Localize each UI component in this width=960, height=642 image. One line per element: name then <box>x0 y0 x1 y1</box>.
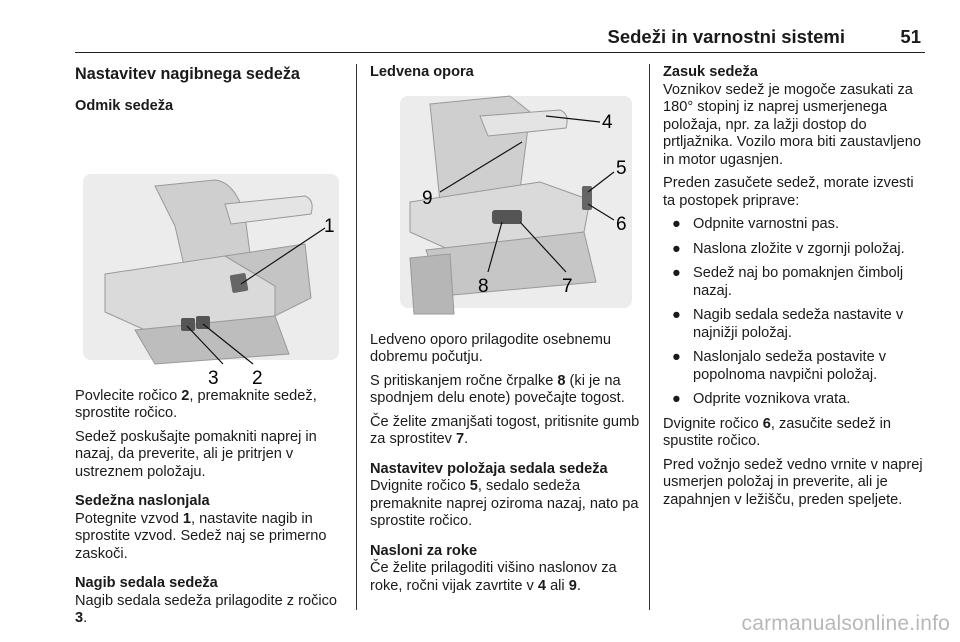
callout-5: 5 <box>616 157 627 179</box>
paragraph: Nagib sedala sedeža prilagodite z ročico 3. <box>75 592 338 626</box>
column-2 <box>370 64 640 601</box>
list-item: ● Odprite voznikova vrata. <box>672 391 851 407</box>
bullet-icon: ● <box>672 349 681 365</box>
paragraph: Voznikov sedež je mogoče zasukati za 180° stopinj iz naprej usmerjenega položaja, npr. za lažji dostop do prtljažnika. Vozilo mora biti zaustavljeno in motor ugasnjen. <box>663 81 921 168</box>
callout-6: 6 <box>616 213 627 235</box>
callout-2: 2 <box>252 367 263 389</box>
callout-8: 8 <box>478 275 489 297</box>
paragraph: Sedež poskušajte pomakniti naprej in nazaj, da preverite, ali je pritrjen v ustreznem položaju. <box>75 428 317 480</box>
list-item: ● Naslonjalo sedeža postavite v popolnoma navpični položaj. <box>672 349 887 383</box>
paragraph: Ledveno oporo prilagodite osebnemu dobremu počutju. <box>370 331 611 365</box>
paragraph: Dvignite ročico 5, sedalo sedeža premaknite naprej oziroma nazaj, nato pa sprostite ročico. <box>370 478 639 529</box>
list-item: ● Nagib sedala sedeža nastavite v najnižji položaj. <box>672 307 904 341</box>
bullet-icon: ● <box>672 307 681 323</box>
subheading-seat-position: Nastavitev položaja sedala sedeža <box>370 460 608 477</box>
preparation-list <box>663 216 928 409</box>
subheading-backrest: Sedežna naslonjala <box>75 493 210 509</box>
paragraph: Če želite zmanjšati togost, pritisnite gumb za sprostitev 7. <box>370 413 640 447</box>
subheading-seat-rotation: Zasuk sedeža <box>663 64 758 80</box>
callout-4: 4 <box>602 111 613 133</box>
section-title: Sedeži in varnostni sistemi <box>607 26 845 47</box>
list-item: ● Odpnite varnostni pas. <box>672 216 840 232</box>
column-divider <box>356 64 357 610</box>
column-3 <box>663 64 928 515</box>
subheading-cushion-tilt: Nagib sedala sedeža <box>75 575 218 591</box>
paragraph: Preden zasučete sedež, morate izvesti ta postopek priprave: <box>663 175 914 209</box>
paragraph: Dvignite ročico 6, zasučite sedež in spustite ročico. <box>663 415 891 449</box>
seat-offset-figure <box>75 116 347 389</box>
column-divider <box>649 64 650 610</box>
callout-3: 3 <box>208 367 219 389</box>
subheading-seat-offset: Odmik sedeža <box>75 98 174 114</box>
subheading-armrests: Nasloni za roke <box>370 542 478 559</box>
list-item: ● Sedež naj bo pomaknjen čimbolj nazaj. <box>672 265 904 299</box>
callout-7: 7 <box>562 275 573 297</box>
paragraph: Če želite prilagoditi višino naslonov za roke, ročni vijak zavrtite v 4 ali 9. <box>370 560 617 594</box>
page-header <box>75 24 925 53</box>
bullet-icon: ● <box>672 265 681 281</box>
list-item: ● Naslona zložite v zgornji položaj. <box>672 240 905 257</box>
subheading-lumbar: Ledvena opora <box>370 64 474 80</box>
paragraph: S pritiskanjem ročne črpalke 8 (ki je na spodnjem delu enote) povečajte togost. <box>370 372 625 406</box>
column-1 <box>75 64 347 634</box>
paragraph: Povlecite ročico 2, premaknite sedež, sprostite ročico. <box>75 387 317 421</box>
page-number: 51 <box>900 26 921 47</box>
lumbar-support-figure <box>370 82 640 314</box>
callout-9: 9 <box>422 187 433 209</box>
page-heading: Nastavitev nagibnega sedeža <box>75 65 300 83</box>
bullet-icon: ● <box>672 216 681 232</box>
paragraph: Pred vožnjo sedež vedno vrnite v naprej usmerjen položaj in preverite, ali je zapahnjen v ležišču, preden speljete. <box>663 456 923 508</box>
callout-1: 1 <box>324 215 335 237</box>
paragraph: Potegnite vzvod 1, nastavite nagib in sprostite vzvod. Sedež naj se primerno zaskoči. <box>75 510 327 562</box>
bullet-icon: ● <box>672 391 681 407</box>
bullet-icon: ● <box>672 240 681 257</box>
watermark: carmanualsonline.info <box>741 612 950 635</box>
